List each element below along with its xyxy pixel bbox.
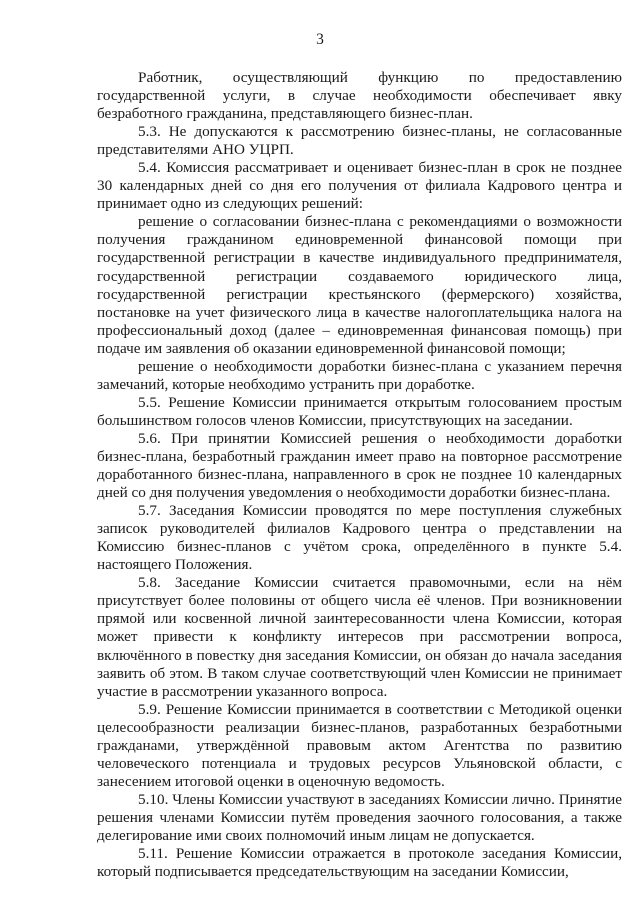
paragraph-5-11: 5.11. Решение Комиссии отражается в протоколе заседания Комиссии, который подписывается председательствующим на заседании Комиссии, (97, 845, 622, 881)
page-number: 3 (316, 31, 324, 48)
paragraph-attendance: Работник, осуществляющий функцию по предоставлению государственной услуги, в случае необходимости обеспечивает явку безработного гражданина, представляющего бизнес-план. (97, 69, 622, 123)
paragraph-5-7: 5.7. Заседания Комиссии проводятся по мере поступления служебных записок руководителей филиалов Кадрового центра о представлении на Комиссию бизнес-планов с учётом срока, определённого в пункте 5.4. настоящего Положения. (97, 502, 622, 574)
paragraph-5-10: 5.10. Члены Комиссии участвуют в заседаниях Комиссии лично. Принятие решения членами Комиссии путём проведения заочного голосования, а также делегирование ими своих полномочий иным лицам не допускается. (97, 790, 622, 844)
paragraph-5-5: 5.5. Решение Комиссии принимается открытым голосованием простым большинством голосов членов Комиссии, присутствующих на заседании. (97, 393, 622, 429)
paragraph-5-6: 5.6. При принятии Комиссией решения о необходимости доработки бизнес-плана, безработный гражданин имеет право на повторное рассмотрение доработанного бизнес-плана, направленного в срок не позднее 10 календарных дней со дня получения уведомления о необходимости доработки бизнес-плана. (97, 429, 622, 502)
paragraph-5-3: 5.3. Не допускаются к рассмотрению бизнес-планы, не согласованные представителями АНО УЦРП. (97, 123, 622, 159)
paragraph-decision-approval: решение о согласовании бизнес-плана с рекомендациями о возможности получения гражданином единовременной финансовой помощи при государственной регистрации в качестве индивидуального предпринимателя, государственной регистрации создаваемого юридического лица, государственной регистрации крестьянского (фермерского) хозяйства, постановке на учет физического лица в качестве налогоплательщика налога на профессиональный доход (далее – единовременная финансовая помощь) при подаче им заявления об оказании единовременной финансовой помощи; (97, 213, 622, 357)
paragraph-5-8: 5.8. Заседание Комиссии считается правомочными, если на нём присутствует более половины от общего числа её членов. При возникновении прямой или косвенной личной заинтересованности члена Комиссии, которая может привести к конфликту интересов при рассмотрении вопроса, включённого в повестку дня заседания Комиссии, он обязан до начала заседания заявить об этом. В таком случае соответствующий член Комиссии не принимает участие в рассмотрении указанного вопроса. (97, 574, 622, 700)
paragraph-decision-revision: решение о необходимости доработки бизнес-плана с указанием перечня замечаний, которые необходимо устранить при доработке. (97, 357, 622, 393)
paragraph-5-4: 5.4. Комиссия рассматривает и оценивает бизнес-план в срок не позднее 30 календарных дней со дня его получения от филиала Кадрового центра и принимает одно из следующих решений: (97, 159, 622, 213)
paragraph-5-9: 5.9. Решение Комиссии принимается в соответствии с Методикой оценки целесообразности реализации бизнес-планов, разработанных безработными гражданами, утверждённой правовым актом Агентства по развитию человеческого потенциала и трудовых ресурсов Ульяновской области, с занесением итоговой оценки в оценочную ведомость. (97, 700, 622, 790)
document-body (97, 69, 622, 881)
